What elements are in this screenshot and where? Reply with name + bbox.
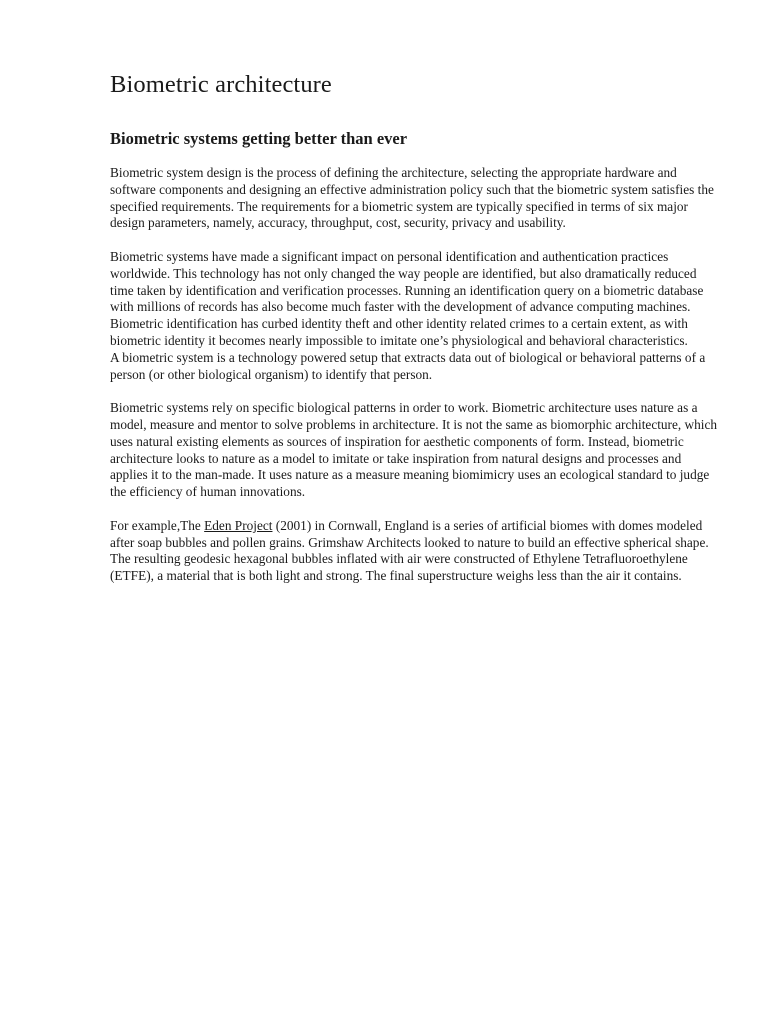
paragraph-definition: A biometric system is a technology powered setup that extracts data out of biological or behavioral patterns of a person (or other biological organism) to identify that person. <box>110 349 706 382</box>
example-body-text: (2001) in Cornwall, England is a series of artificial biomes with domes modeled after soap bubbles and pollen grains. Grimshaw Architects looked to nature to build an effective spherical shape. The resulting geodesic hexagonal bubbles inflated with air were constructed of Ethylene Tetrafluoroethylene (ETFE), a material that is both light and strong. The final superstructure weighs less than the air it contains. <box>110 517 709 584</box>
document-subtitle: Biometric systems getting better than ever <box>110 129 408 148</box>
paragraph-nature-model-text: Biometric systems rely on specific biological patterns in order to work. Biometric architecture uses nature as a model, measure and mentor to solve problems in architecture. It is not the same as biomorphic architecture, which uses natural existing elements as sources of inspiration for aesthetic components of form. Instead, biometric architecture looks to nature as a model to imitate or take inspiration from natural designs and processes and applies it to the man-made. It uses nature as a measure meaning biomimicry uses an ecological standard to judge the efficiency of human innovations. <box>110 400 718 500</box>
paragraph-design: Biometric system design is the process of defining the architecture, selecting the appropriate hardware and software components and designing an effective administration policy such that the biometric system satisfies the specified requirements. The requirements for a biometric system are typically specified in terms of six major design parameters, namely, accuracy, throughput, cost, security, privacy and usability. <box>110 165 714 231</box>
eden-project-link[interactable]: Eden Project <box>204 517 273 533</box>
document-title: Biometric architecture <box>110 71 332 98</box>
paragraph-impact: Biometric systems have made a significant impact on personal identification and authentication practices worldwide. This technology has not only changed the way people are identified, but also dramatically reduced time taken by identification and verification processes. Running an identification query on a biometric database with millions of records has also become much faster with the development of advance computing machines. Biometric identification has curbed identity theft and other identity related crimes to a certain extent, as with biometric identity it becomes nearly impossible to imitate one’s physiological and behavioral characteristics. <box>110 248 704 348</box>
document-page <box>110 68 720 585</box>
example-intro-text: For example,The <box>110 517 205 533</box>
paragraph-nature-model <box>110 400 720 501</box>
paragraph-example <box>110 518 720 585</box>
